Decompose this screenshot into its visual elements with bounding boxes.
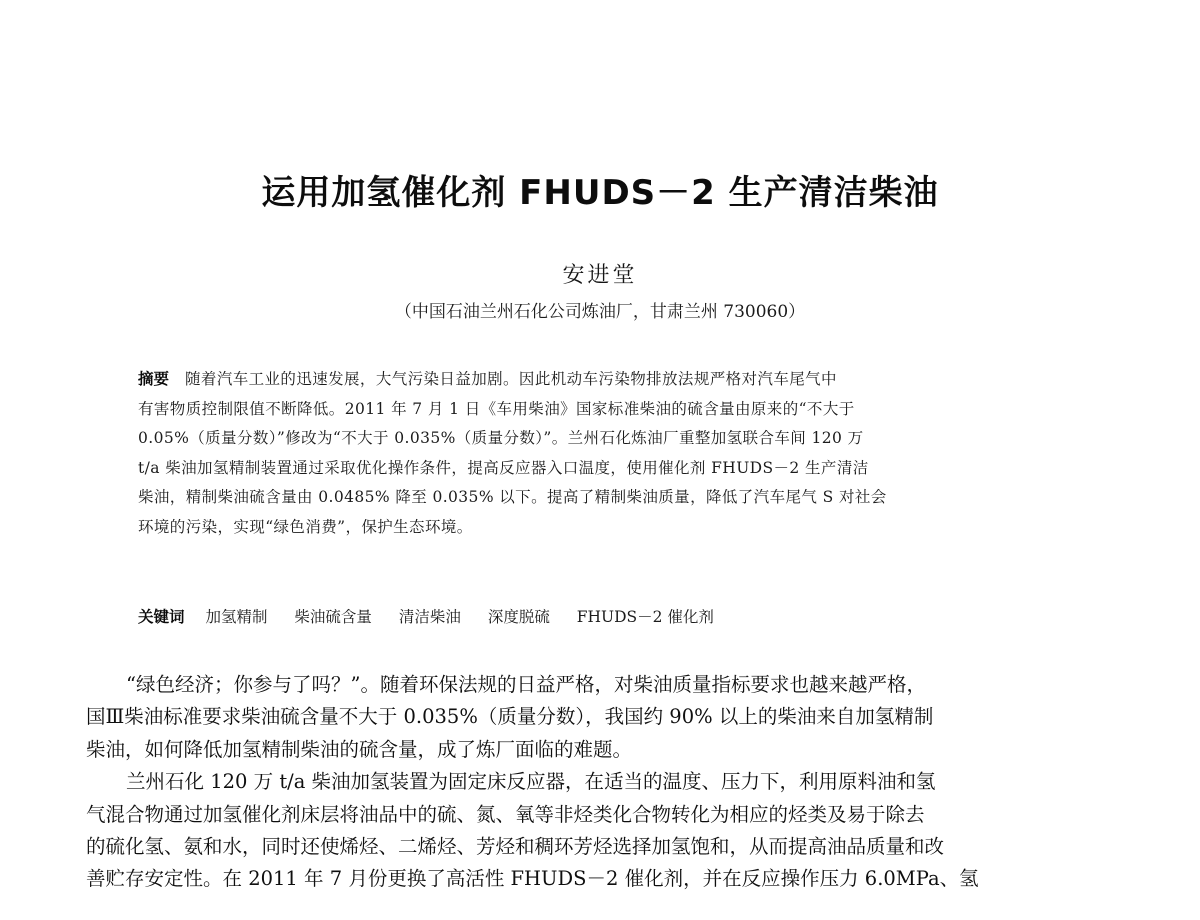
body-line: 柴油，如何降低加氢精制柴油的硫含量，成了炼厂面临的难题。: [86, 737, 633, 761]
body-line: 国Ⅲ柴油标准要求柴油硫含量不大于 0.035%（质量分数），我国约 90% 以上的柴油来自加氢精制: [86, 705, 934, 729]
abstract-text: 随着汽车工业的迅速发展，大气污染日益加剧。因此机动车污染物排放法规严格对汽车尾气中: [185, 370, 837, 388]
abstract-line: [138, 365, 1066, 395]
abstract-line: t/a 柴油加氢精制装置通过采取优化操作条件，提高反应器入口温度，使用催化剂 FHUDS－2 生产清洁: [138, 458, 869, 477]
keyword-item: 深度脱硫: [487, 608, 550, 626]
abstract: [138, 365, 1066, 543]
keywords-label: 关键词: [138, 608, 185, 626]
abstract-line: 环境的污染，实现“绿色消费”，保护生态环境。: [138, 517, 473, 536]
abstract-label: 摘要: [138, 370, 170, 388]
keyword-item: 柴油硫含量: [294, 608, 372, 626]
abstract-line: 柴油，精制柴油硫含量由 0.0485% 降至 0.035% 以下。提高了精制柴油质量，降低了汽车尾气 S 对社会: [138, 488, 887, 507]
abstract-line: 0.05%（质量分数）”修改为“不大于 0.035%（质量分数）”。兰州石化炼油厂重整加氢联合车间 120 万: [138, 429, 864, 448]
paper-title: 运用加氢催化剂 FHUDS－2 生产清洁柴油: [261, 173, 939, 213]
body-line: 善贮存安定性。在 2011 年 7 月份更换了高活性 FHUDS－2 催化剂，并在反应操作压力 6.0MPa、氢: [86, 867, 979, 891]
abstract-line: 有害物质控制限值不断降低。2011 年 7 月 1 日《车用柴油》国家标准柴油的硫含量由原来的“不大于: [138, 399, 855, 418]
author-affiliation: （中国石油兰州石化公司炼油厂，甘肃兰州 730060）: [394, 302, 806, 322]
keyword-item: 加氢精制: [205, 608, 268, 626]
body-text: [86, 669, 1116, 896]
keywords: [138, 605, 1066, 629]
body-line: 兰州石化 120 万 t/a 柴油加氢装置为固定床反应器，在适当的温度、压力下，利用原料油和氢: [126, 770, 936, 794]
body-line: “绿色经济；你参与了吗？”。随着环保法规的日益严格，对柴油质量指标要求也越来越严格，: [126, 673, 926, 696]
body-line: 的硫化氢、氨和水，同时还使烯烃、二烯烃、芳烃和稠环芳烃选择加氢饱和，从而提高油品质量和改: [86, 835, 945, 859]
body-line: 气混合物通过加氢催化剂床层将油品中的硫、氮、氧等非烃类化合物转化为相应的烃类及易于除去: [86, 802, 925, 826]
author-name: 安进堂: [562, 263, 638, 288]
keyword-item: 清洁柴油: [398, 608, 461, 626]
keyword-item: FHUDS－2 催化剂: [576, 608, 714, 626]
